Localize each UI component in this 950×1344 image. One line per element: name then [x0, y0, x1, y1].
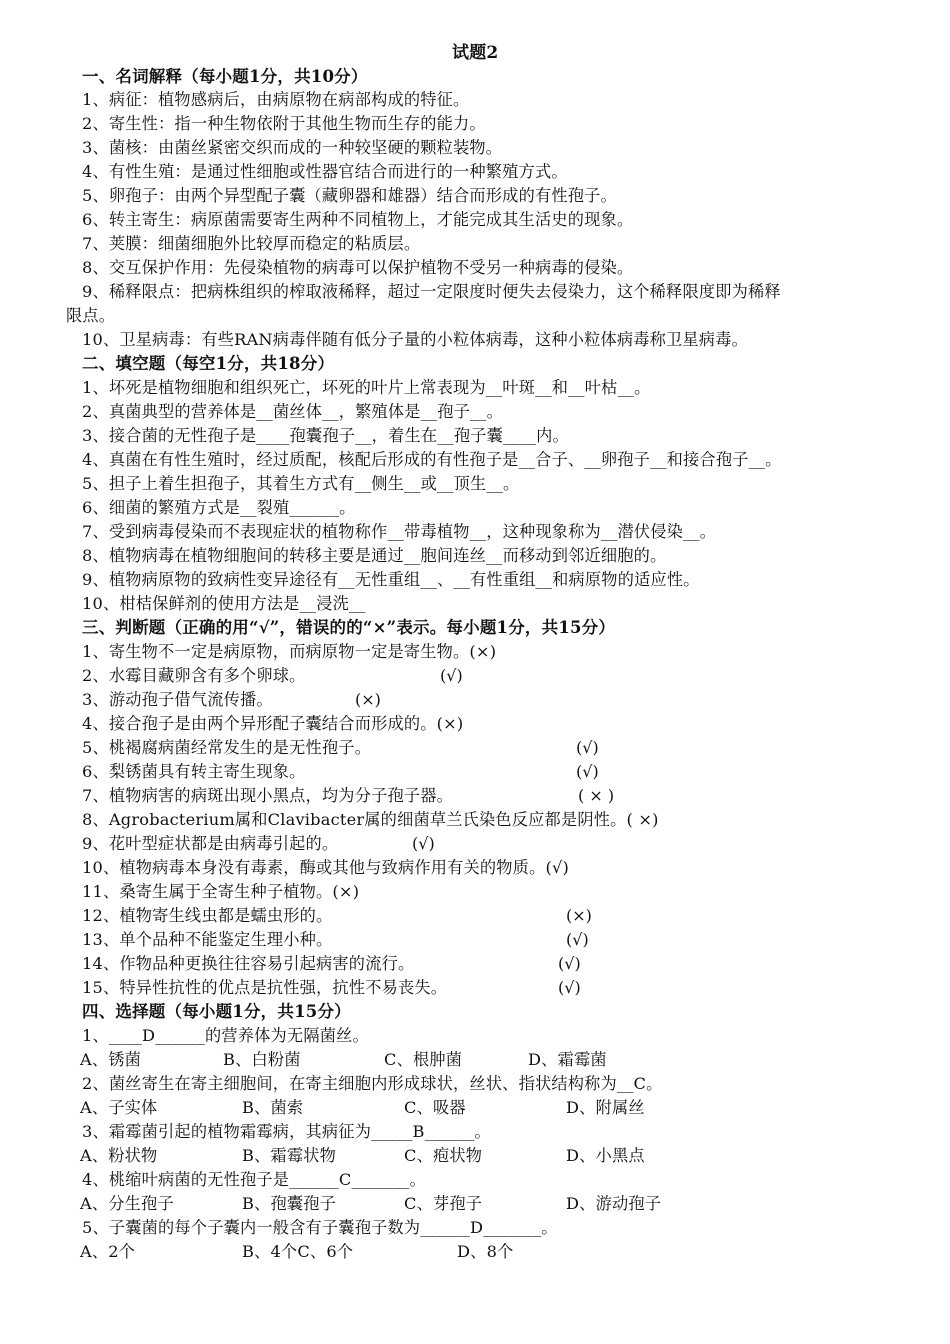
true-false-answer: (√): [576, 738, 599, 757]
fill-in-item: 1、坏死是植物细胞和组织死亡，坏死的叶片上常表现为__叶斑__和__叶枯__。: [82, 378, 651, 397]
choice-question: 4、桃缩叶病菌的无性孢子是______C_______。: [82, 1170, 426, 1189]
choice-option: C、吸器: [404, 1098, 466, 1117]
true-false-item: 14、作物品种更换往往容易引起病害的流行。: [82, 954, 415, 973]
choice-option: D、附属丝: [566, 1098, 645, 1117]
true-false-item: 3、游动孢子借气流传播。: [82, 690, 273, 709]
true-false-answer: (√): [440, 666, 463, 685]
choice-option: A、粉状物: [80, 1146, 158, 1165]
true-false-item: 2、水霉目藏卵含有多个卵球。: [82, 666, 306, 685]
true-false-item: 15、特异性抗性的优点是抗性强，抗性不易丧失。: [82, 978, 448, 997]
definition-item: 8、交互保护作用：先侵染植物的病毒可以保护植物不受另一种病毒的侵染。: [82, 258, 634, 277]
true-false-item: 7、植物病害的病斑出现小黑点，均为分子孢子器。: [82, 786, 454, 805]
true-false-item: 5、桃褐腐病菌经常发生的是无性孢子。: [82, 738, 372, 757]
definition-item: 5、卵孢子：由两个异型配子囊（藏卵器和雄器）结合而形成的有性孢子。: [82, 186, 617, 205]
true-false-item: 9、花叶型症状都是由病毒引起的。: [82, 834, 339, 853]
choice-option: D、小黑点: [566, 1146, 645, 1165]
definition-item-continuation: 限点。: [66, 306, 116, 325]
choice-option: D、游动孢子: [566, 1194, 662, 1213]
choice-option: D、霜霉菌: [528, 1050, 607, 1069]
fill-in-item: 2、真菌典型的营养体是__菌丝体__，繁殖体是__孢子__。: [82, 402, 503, 421]
definition-item: 3、菌核：由菌丝紧密交织而成的一种较坚硬的颗粒装物。: [82, 138, 503, 157]
definition-item: 2、寄生性：指一种生物依附于其他生物而生存的能力。: [82, 114, 486, 133]
true-false-answer: (√): [558, 954, 581, 973]
choice-question: 2、菌丝寄生在寄主细胞间，在寄主细胞内形成球状，丝状、指状结构称为__C。: [82, 1074, 663, 1093]
choice-option: B、孢囊孢子: [242, 1194, 337, 1213]
section-header-definitions: 一、名词解释（每小题1分，共10分）: [82, 67, 368, 86]
true-false-item: 12、植物寄生线虫都是蠕虫形的。: [82, 906, 333, 925]
choice-question: 3、霜霉菌引起的植物霜霉病，其病征为_____B______。: [82, 1122, 491, 1141]
true-false-item: 6、梨锈菌具有转主寄生现象。: [82, 762, 306, 781]
definition-item: 6、转主寄生：病原菌需要寄生两种不同植物上，才能完成其生活史的现象。: [82, 210, 634, 229]
true-false-answer: (√): [412, 834, 435, 853]
true-false-item: 11、桑寄生属于全寄生种子植物。(×): [82, 882, 360, 901]
true-false-item: 4、接合孢子是由两个异形配子囊结合而形成的。(×): [82, 714, 464, 733]
section-header-true-false: 三、判断题（正确的用“√”，错误的的“×”表示。每小题1分，共15分）: [82, 618, 616, 637]
fill-in-item: 10、柑桔保鲜剂的使用方法是__浸洗__: [82, 594, 366, 613]
fill-in-item: 9、植物病原物的致病性变异途径有__无性重组__、__有性重组__和病原物的适应性。: [82, 570, 700, 589]
true-false-answer: (×): [355, 690, 381, 709]
definition-item: 7、荚膜：细菌细胞外比较厚而稳定的粘质层。: [82, 234, 421, 253]
choice-option: A、2个: [80, 1242, 136, 1261]
choice-option: C、疱状物: [404, 1146, 483, 1165]
true-false-answer: (√): [576, 762, 599, 781]
choice-option: A、分生孢子: [80, 1194, 174, 1213]
definition-item: 10、卫星病毒：有些RAN病毒伴随有低分子量的小粒体病毒，这种小粒体病毒称卫星病毒。: [82, 330, 748, 349]
fill-in-item: 5、担子上着生担孢子，其着生方式有__侧生__或__顶生__。: [82, 474, 520, 493]
fill-in-item: 3、接合菌的无性孢子是____孢囊孢子__，着生在__孢子囊____内。: [82, 426, 569, 445]
choice-option: C、根肿菌: [384, 1050, 463, 1069]
true-false-item: 10、植物病毒本身没有毒素，酶或其他与致病作用有关的物质。(√): [82, 858, 570, 877]
choice-option: A、锈菌: [80, 1050, 142, 1069]
choice-option: A、子实体: [80, 1098, 158, 1117]
section-header-fill-in: 二、填空题（每空1分，共18分）: [82, 354, 335, 373]
true-false-answer: (×): [566, 906, 592, 925]
choice-option: B、菌索: [242, 1098, 304, 1117]
choice-option: B、霜霉状物: [242, 1146, 337, 1165]
true-false-answer: (√): [558, 978, 581, 997]
choice-option: C、芽孢子: [404, 1194, 483, 1213]
choice-option: B、4个C、6个: [242, 1242, 354, 1261]
fill-in-item: 7、受到病毒侵染而不表现症状的植物称作__带毒植物__，这种现象称为__潜伏侵染__。: [82, 522, 717, 541]
choice-option: B、白粉菌: [223, 1050, 301, 1069]
true-false-answer: (√): [566, 930, 589, 949]
section-header-multiple-choice: 四、选择题（每小题1分，共15分）: [82, 1002, 351, 1021]
true-false-item: 1、寄生物不一定是病原物，而病原物一定是寄生物。(×): [82, 642, 497, 661]
definition-item: 1、病征：植物感病后，由病原物在病部构成的特征。: [82, 90, 470, 109]
choice-option: D、8个: [457, 1242, 514, 1261]
page-title: 试题2: [452, 43, 499, 63]
true-false-item: 8、Agrobacterium属和Clavibacter属的细菌草兰氏染色反应都是阴性。( ×): [82, 810, 659, 829]
choice-question: 5、子囊菌的每个子囊内一般含有子囊孢子数为______D_______。: [82, 1218, 558, 1237]
definition-item: 9、稀释限点：把病株组织的榨取液稀释，超过一定限度时便失去侵染力，这个稀释限度即为稀释: [82, 282, 781, 301]
fill-in-item: 8、植物病毒在植物细胞间的转移主要是通过__胞间连丝__而移动到邻近细胞的。: [82, 546, 667, 565]
fill-in-item: 6、细菌的繁殖方式是__裂殖______。: [82, 498, 356, 517]
true-false-answer: ( × ): [578, 786, 615, 805]
true-false-item: 13、单个品种不能鉴定生理小种。: [82, 930, 333, 949]
choice-question: 1、____D______的营养体为无隔菌丝。: [82, 1026, 369, 1045]
definition-item: 4、有性生殖：是通过性细胞或性器官结合而进行的一种繁殖方式。: [82, 162, 568, 181]
fill-in-item: 4、真菌在有性生殖时，经过质配，核配后形成的有性孢子是__合子、__卵孢子__和接合孢子__。: [82, 450, 782, 469]
